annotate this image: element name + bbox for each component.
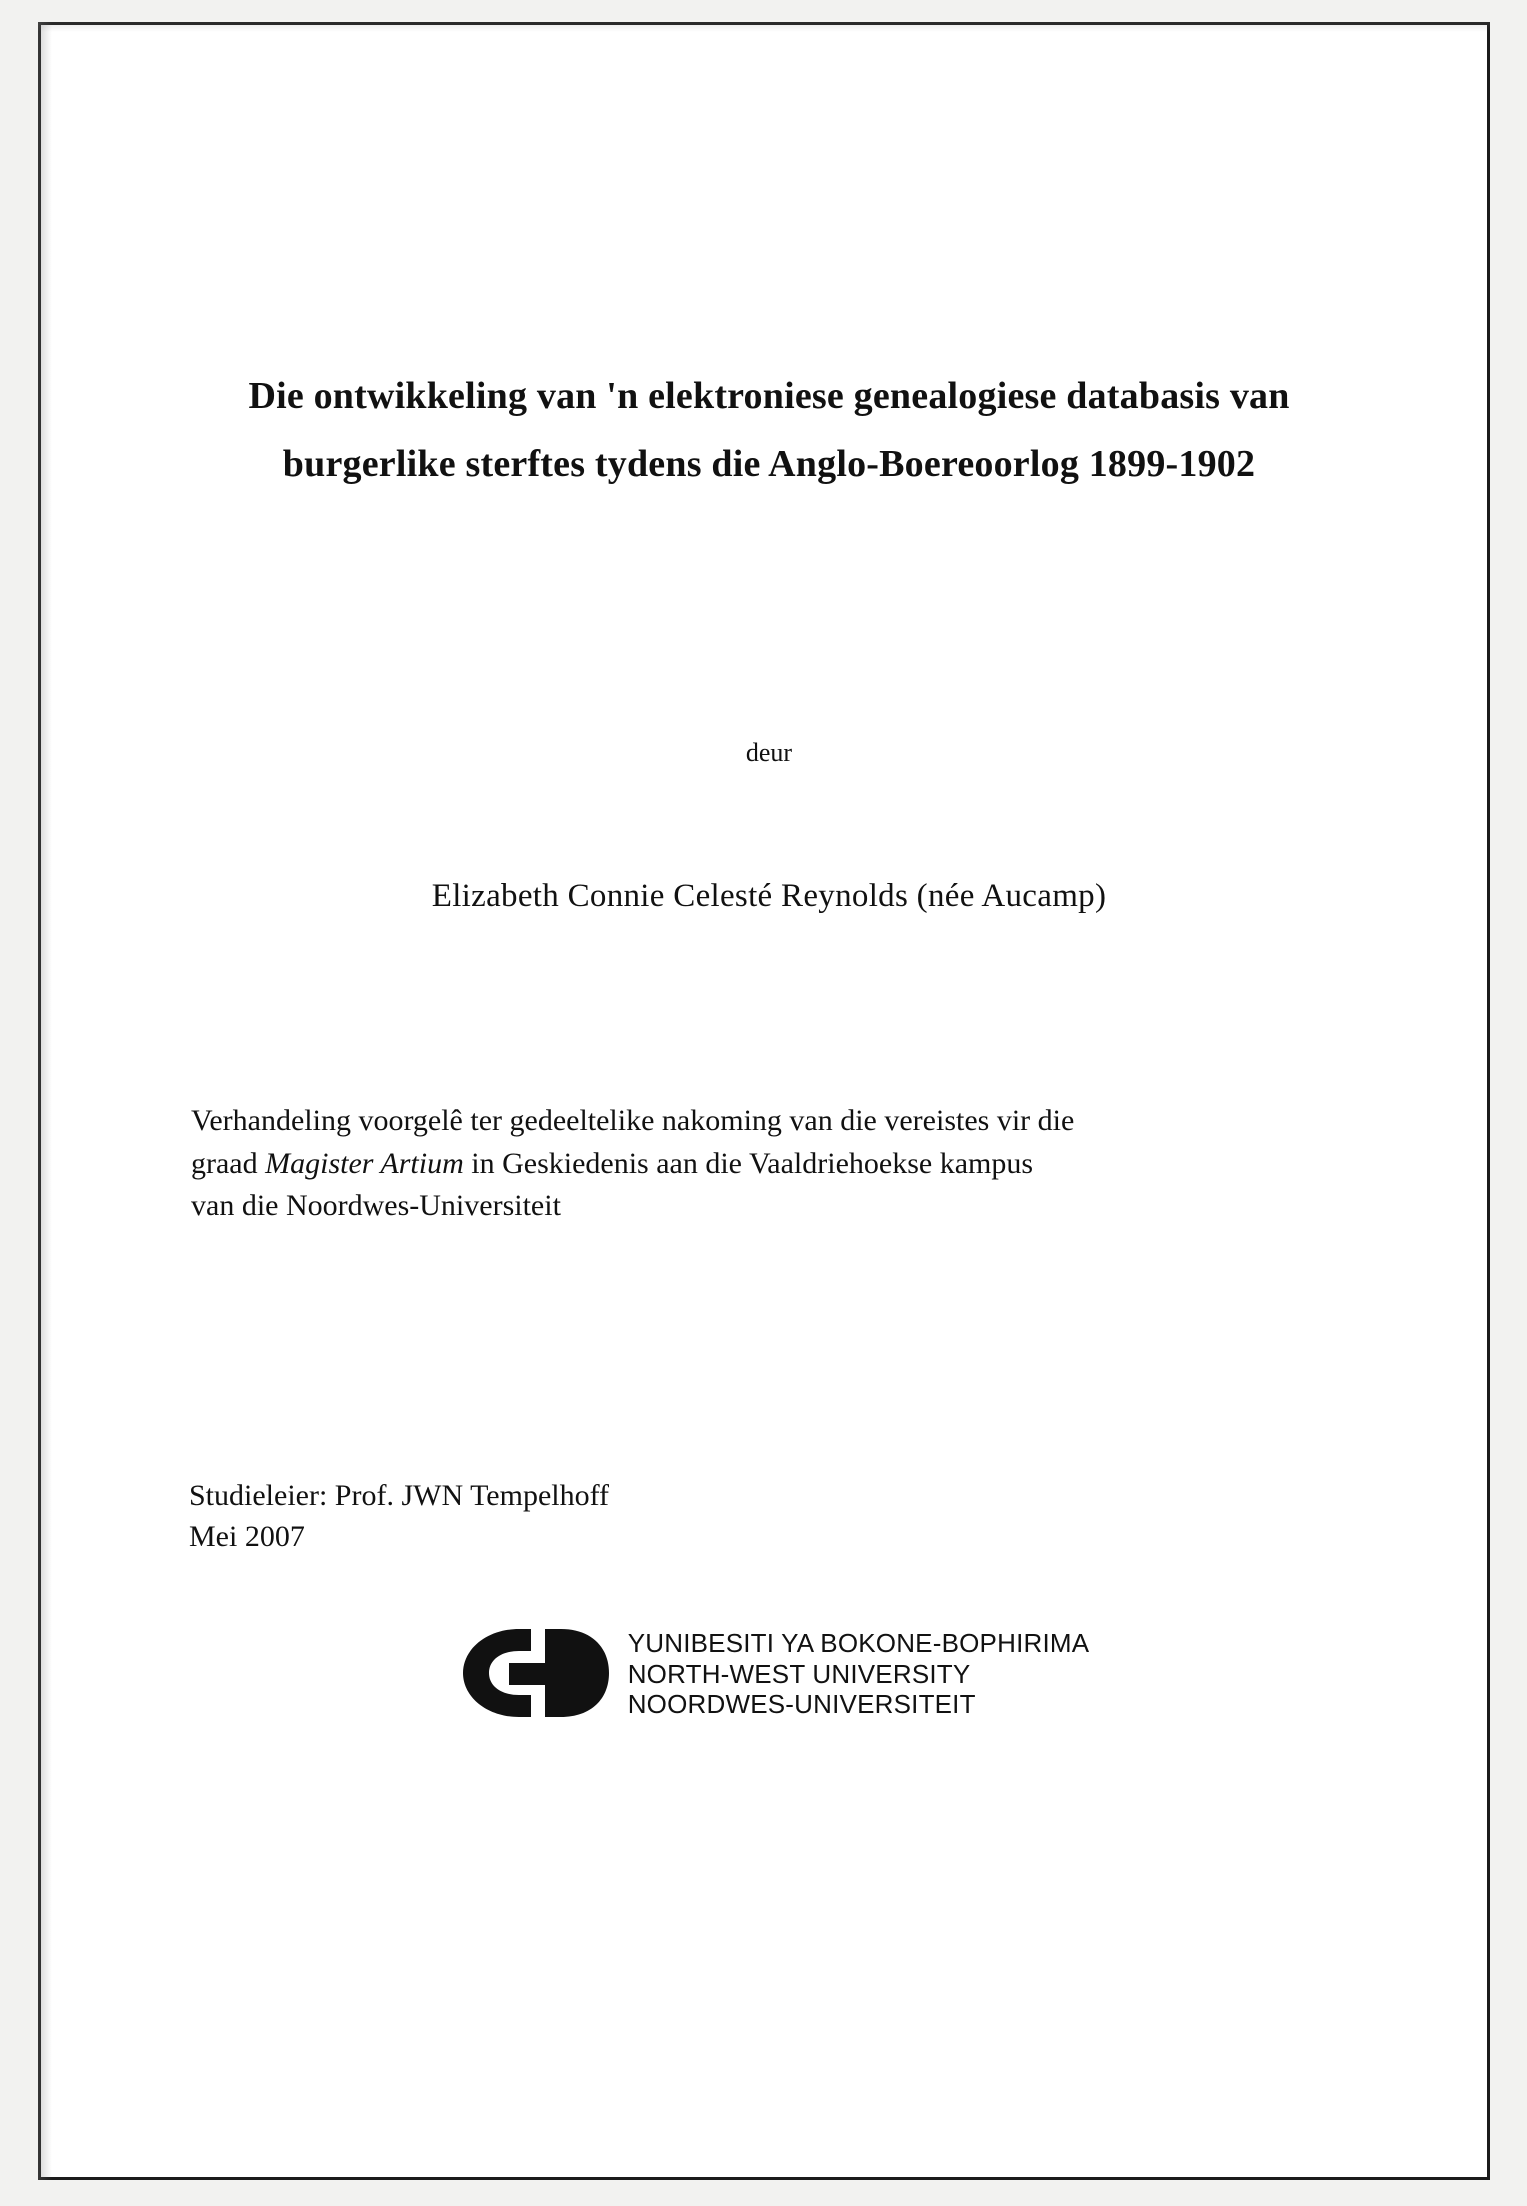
title-page-content: [189, 363, 1349, 1727]
degree-name-italic: Magister Artium: [265, 1146, 464, 1180]
logo-text-line-2: NORTH-WEST UNIVERSITY: [627, 1658, 971, 1689]
degree-statement-line-2-suffix: in Geskiedenis aan die Vaaldriehoekse kampus: [463, 1146, 1034, 1180]
degree-statement-line-2: [191, 1143, 1343, 1186]
university-logo-text: [628, 1626, 1090, 1720]
title-line-2: burgerlike sterftes tydens die Anglo-Boereoorlog 1899-1902: [282, 442, 1256, 485]
logo-text-line-1: YUNIBESITI YA BOKONE-BOPHIRIMA: [627, 1628, 1090, 1659]
nwu-logo-icon: [449, 1619, 614, 1727]
page-frame: [38, 22, 1490, 2180]
degree-statement-line-3: van die Noordwes-Universiteit: [191, 1189, 561, 1223]
logo-text-line-3: NOORDWES-UNIVERSITEIT: [627, 1689, 976, 1720]
page-surface: [49, 33, 1479, 2169]
supervisor-line: Studieleier: Prof. JWN Tempelhoff: [189, 1479, 610, 1513]
degree-statement-line-2-prefix: graad: [191, 1146, 266, 1180]
title-line-1: Die ontwikkeling van 'n elektroniese genealogiese databasis van: [248, 375, 1290, 417]
by-word: deur: [745, 738, 793, 768]
degree-statement-line-1: Verhandeling voorgelê ter gedeeltelike nakoming van die vereistes vir die: [191, 1104, 1075, 1138]
author-name: Elizabeth Connie Celesté Reynolds (née Aucamp): [431, 878, 1107, 915]
supervisor-block: [189, 1476, 1349, 1557]
degree-statement: [189, 1100, 1349, 1228]
page-title: [219, 363, 1319, 498]
date-line: Mei 2007: [189, 1519, 305, 1553]
university-logo: [189, 1619, 1349, 1727]
